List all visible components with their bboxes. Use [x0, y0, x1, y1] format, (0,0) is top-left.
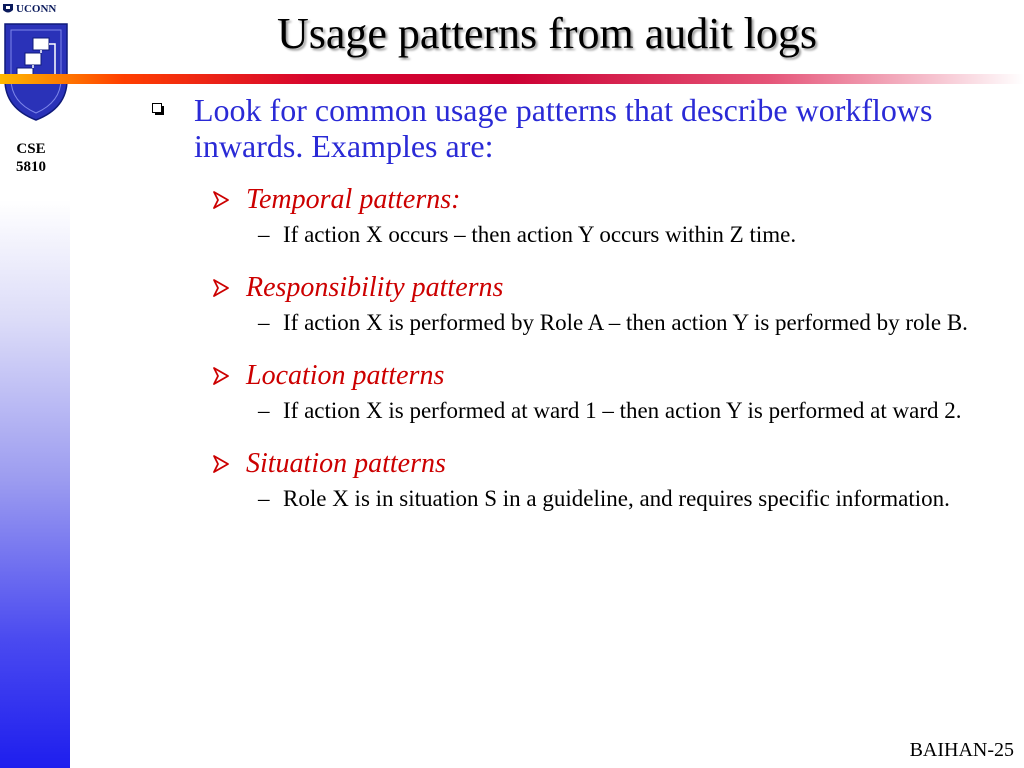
dash-marker: – — [258, 398, 270, 423]
header-rule — [0, 74, 1024, 84]
slide-content — [148, 92, 1008, 516]
sub-bullet-heading: Location patterns — [246, 360, 445, 391]
slide-title: Usage patterns from audit logs — [276, 9, 818, 58]
dash-marker: – — [258, 222, 270, 247]
detail-bullet — [148, 306, 1008, 340]
main-bullet — [148, 92, 1008, 164]
sub-bullet — [148, 360, 1008, 392]
sub-bullet — [148, 448, 1008, 480]
sub-bullet-heading: Temporal patterns: — [246, 184, 461, 215]
course-code-line2: 5810 — [16, 159, 46, 175]
uconn-label: UCONN — [16, 3, 57, 15]
arrow-bullet-icon — [210, 277, 232, 299]
dash-marker: – — [258, 310, 270, 335]
square-bullet-icon — [152, 103, 164, 115]
slide-page-label: BAIHAN-25 — [909, 739, 1014, 761]
cse-department-logo — [3, 22, 69, 122]
course-code — [0, 140, 62, 176]
uconn-seal-icon — [2, 3, 14, 15]
arrow-bullet-icon — [210, 453, 232, 475]
detail-text: If action X is performed at ward 1 – then action Y is performed at ward 2. — [283, 398, 962, 423]
main-bullet-text: Look for common usage patterns that describe workflows inwards. Examples are: — [194, 92, 933, 164]
sub-bullet — [148, 272, 1008, 304]
detail-bullet — [148, 394, 1008, 428]
sub-bullet-heading: Situation patterns — [246, 448, 446, 479]
sub-bullet-heading: Responsibility patterns — [246, 272, 504, 303]
sub-bullet — [148, 184, 1008, 216]
detail-bullet — [148, 218, 1008, 252]
arrow-bullet-icon — [210, 189, 232, 211]
detail-text: Role X is in situation S in a guideline, and requires specific information. — [283, 486, 950, 511]
uconn-brand — [2, 2, 56, 16]
arrow-bullet-icon — [210, 365, 232, 387]
detail-bullet — [148, 482, 1008, 516]
detail-text: If action X is performed by Role A – then action Y is performed by role B. — [283, 310, 968, 335]
course-code-line1: CSE — [16, 141, 46, 157]
dash-marker: – — [258, 486, 270, 511]
detail-text: If action X occurs – then action Y occurs within Z time. — [283, 222, 797, 247]
